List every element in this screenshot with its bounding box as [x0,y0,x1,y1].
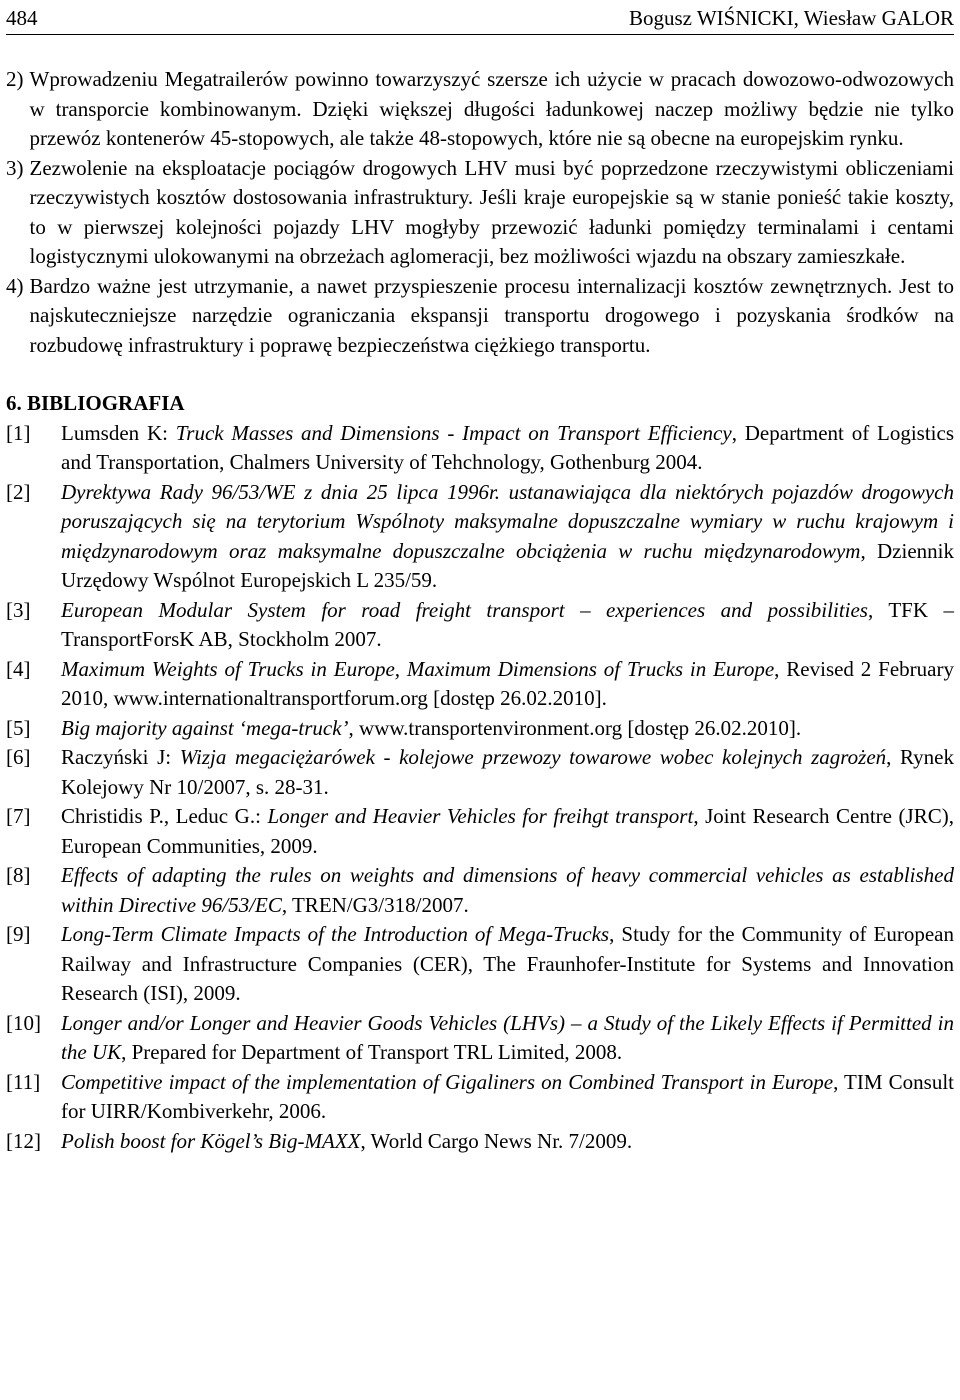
reference-title: European Modular System for road freight transport – experiences and possibilities [61,597,868,622]
section-title: BIBLIOGRAFIA [27,391,185,415]
point-text: Wprowadzeniu Megatrailerów powinno towarzyszyć szersze ich użycie w pracach dowozowo-odwozowych w transporcie kombinowanym. Dzięki większej długości ładunkowej naczep możliwy będzie nie tylko przewóz kontenerów 45-stopowych, ale także 48-stopowych, które nie są obecne na europejskim rynku. [29,67,954,150]
reference-item [6,655,954,714]
reference-item [6,802,954,861]
reference-number: [10] [6,1010,41,1035]
reference-details: , www.transportenvironment.org [dostęp 26.02.2010]. [348,715,802,740]
reference-title: Maximum Weights of Trucks in Europe, Maximum Dimensions of Trucks in Europe [61,656,775,681]
reference-title: Big majority against ‘mega-truck’ [61,715,349,740]
reference-title: Effects of adapting the rules on weights and dimensions of heavy commercial vehicles as established within Directive 96/53/EC [61,863,954,917]
reference-number: [6] [6,745,31,769]
page-header [6,2,954,35]
reference-details: , Rynek Kolejowy Nr 10/2007, s. 28-31. [61,745,954,799]
reference-details: , Dziennik Urzędowy Wspólnot Europejskich L 235/59. [61,538,954,592]
reference-number: [8] [6,863,31,887]
section-number: 6. [6,391,22,415]
reference-title: Long-Term Climate Impacts of the Introduction of Mega-Trucks [61,922,610,946]
reference-number: [5] [6,715,31,740]
section-heading [6,389,954,419]
reference-number: [7] [6,804,31,828]
reference-item [6,419,954,478]
reference-list [6,419,954,1157]
header-authors: Bogusz WIŚNICKI, Wiesław GALOR [628,6,954,30]
conclusion-point [6,65,954,154]
reference-item [6,861,954,920]
reference-item [6,596,954,655]
reference-author: Lumsden K: [61,420,176,445]
reference-details: , Joint Research Centre (JRC), European Communities, 2009. [61,804,954,858]
reference-title: Truck Masses and Dimensions - Impact on Transport Efficiency [175,420,732,445]
reference-number: [1] [6,420,31,445]
reference-item [6,743,954,802]
reference-title: Competitive impact of the implementation of Gigaliners on Combined Transport in Europe [61,1069,834,1094]
reference-item [6,1009,954,1068]
point-text: Bardzo ważne jest utrzymanie, a nawet przyspieszenie procesu internalizacji kosztów zewnętrznych. Jest to najskuteczniejsze narzędzie ograniczania ekspansji transportu drogowego i pozyskania środków na rozbudowę infrastruktury i poprawę bezpieczeństwa ciężkiego transportu. [29,273,954,357]
point-number: 3) [6,155,24,180]
reference-title: Wizja megaciężarówek - kolejowe przewozy towarowe wobec kolejnych zagrożeń [179,745,887,769]
reference-author: Raczyński J: [61,745,180,769]
reference-details: , TFK – TransportForsK AB, Stockholm 2007. [61,597,955,651]
reference-number: [4] [6,656,31,681]
reference-number: [11] [6,1069,41,1094]
reference-details: , TIM Consult for UIRR/Kombiverkehr, 2006. [61,1069,955,1123]
conclusion-point [6,154,954,272]
reference-item [6,714,954,744]
reference-details: , TREN/G3/318/2007. [281,892,469,917]
reference-title: Polish boost for Kögel’s Big-MAXX [61,1128,361,1153]
reference-item [6,920,954,1009]
reference-number: [9] [6,922,31,946]
conclusion-point [6,272,954,361]
page-number: 484 [6,6,38,30]
reference-item [6,1068,954,1127]
reference-item [6,1127,954,1157]
reference-details: , Prepared for Department of Transport TRL Limited, 2008. [121,1040,623,1064]
reference-details: , Revised 2 February 2010, www.internationaltransportforum.org [dostęp 26.02.2010]. [61,656,954,710]
point-number: 4) [6,273,24,298]
reference-item [6,478,954,596]
reference-details: , Study for the Community of European Railway and Infrastructure Companies (CER), The Fraunhofer-Institute for Systems and Innovation Research (ISI), 2009. [61,922,954,1005]
reference-title: Longer and Heavier Vehicles for freihgt transport [267,804,694,828]
reference-number: [2] [6,479,31,504]
reference-details: , Department of Logistics and Transportation, Chalmers University of Tehchnology, Gothenburg 2004. [61,420,954,474]
reference-details: , World Cargo News Nr. 7/2009. [360,1128,633,1153]
page-body [6,65,954,1156]
point-number: 2) [6,67,24,91]
point-text: Zezwolenie na eksploatacje pociągów drogowych LHV musi być poprzedzone rzeczywistymi obliczeniami rzeczywistych kosztów dostosowania infrastruktury. Jeśli kraje europejskie są w stanie ponieść takie koszty, to w pierwszej kolejności pojazdy LHV mogłyby przewozić ładunki pomiędzy terminalami i centami logistycznymi ulokowanymi na obrzeżach aglomeracji, bez możliwości wjazdu na obszary zamieszkałe. [29,155,954,268]
reference-number: [3] [6,597,31,622]
reference-title: Dyrektywa Rady 96/53/WE z dnia 25 lipca 1996r. ustanawiająca dla niektórych pojazdów drogowych poruszających się na terytorium Wspólnoty maksymalne dopuszczalne wymiary w ruchu krajowym i międzynarodowym oraz maksymalne dopuszczalne obciążenia w ruchu międzynarodowym [61,479,954,563]
reference-number: [12] [6,1128,41,1153]
reference-title: Longer and/or Longer and Heavier Goods Vehicles (LHVs) – a Study of the Likely Effects if Permitted in the UK [61,1010,954,1064]
reference-author: Christidis P., Leduc G.: [61,804,268,828]
